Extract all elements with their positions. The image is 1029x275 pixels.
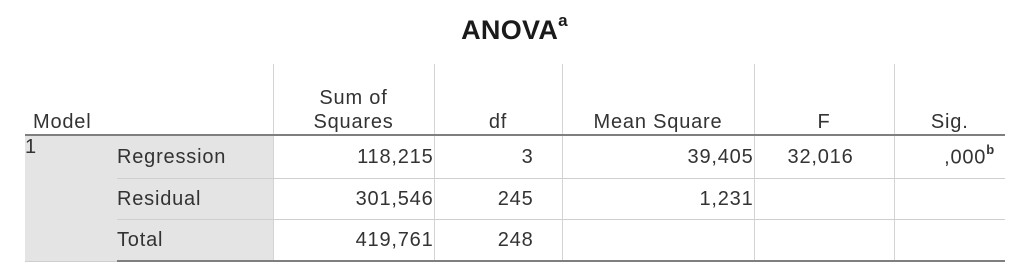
table-title [0, 11, 1029, 46]
model-number-cell: 1 [25, 135, 117, 261]
cell-total-sum-of-squares: 419,761 [273, 220, 434, 262]
table-row-residual [25, 179, 1005, 220]
cell-regression-df: 3 [434, 135, 562, 179]
header-row [25, 64, 1005, 135]
cell-regression-mean-square: 39,405 [562, 135, 754, 179]
table-row-total [25, 220, 1005, 262]
header-sig: Sig. [894, 64, 1005, 135]
cell-residual-df: 245 [434, 179, 562, 220]
header-sum-of-squares-line2: Squares [313, 111, 394, 133]
header-sum-of-squares [273, 64, 434, 135]
cell-total-sig [894, 220, 1005, 262]
cell-total-f [754, 220, 894, 262]
header-model: Model [25, 64, 273, 135]
cell-total-mean-square [562, 220, 754, 262]
cell-residual-sum-of-squares: 301,546 [273, 179, 434, 220]
cell-total-df: 248 [434, 220, 562, 262]
cell-residual-f [754, 179, 894, 220]
header-mean-square: Mean Square [562, 64, 754, 135]
cell-regression-sig-footnote: b [986, 142, 995, 158]
cell-residual-sig [894, 179, 1005, 220]
cell-regression-sig [894, 135, 1005, 179]
cell-regression-f: 32,016 [754, 135, 894, 179]
cell-regression-sig-value: ,000 [944, 146, 987, 169]
anova-table [25, 64, 1005, 262]
row-label-residual: Residual [117, 179, 273, 220]
header-df: df [434, 64, 562, 135]
title-text: ANOVA [461, 15, 559, 45]
row-label-total: Total [117, 220, 273, 262]
cell-residual-mean-square: 1,231 [562, 179, 754, 220]
header-sum-of-squares-line1: Sum of [319, 87, 388, 109]
table-row-regression [25, 135, 1005, 179]
cell-regression-sum-of-squares: 118,215 [273, 135, 434, 179]
row-label-regression: Regression [117, 135, 273, 179]
title-footnote: a [558, 11, 568, 30]
header-f: F [754, 64, 894, 135]
